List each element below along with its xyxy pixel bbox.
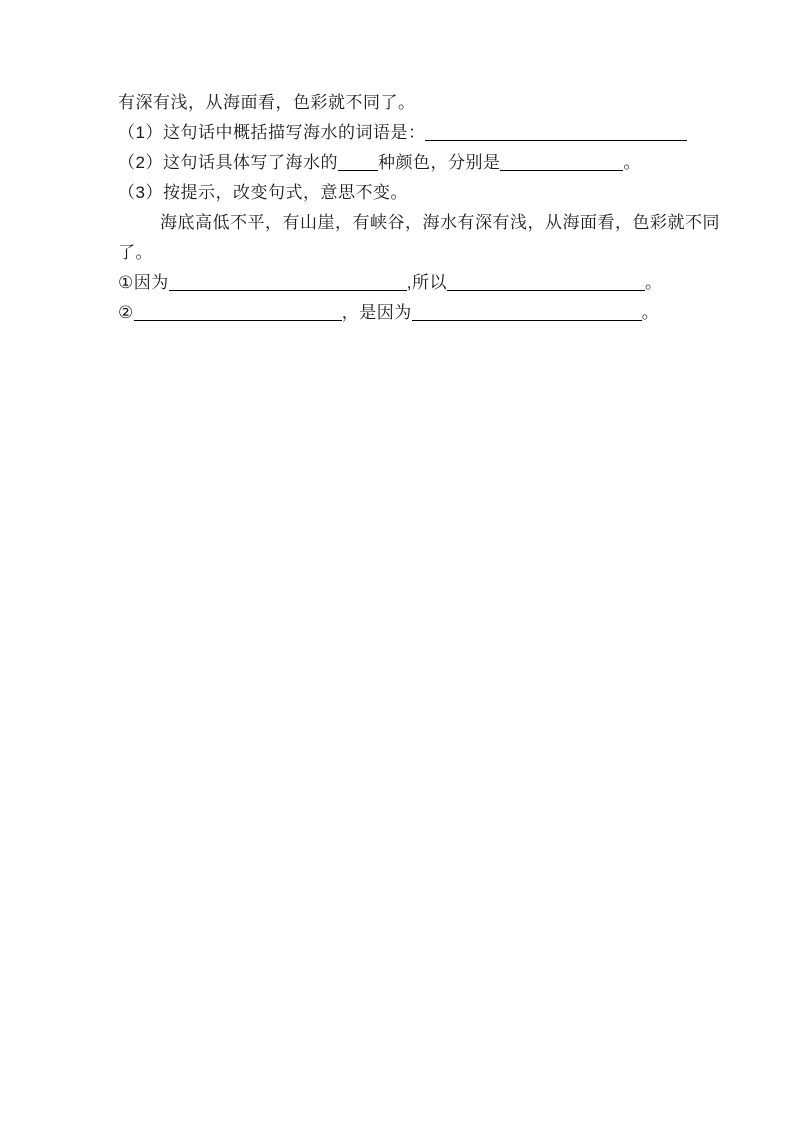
answer-blank-r1-effect [447,272,645,291]
question-2-text-before: 这句话具体写了海水的 [162,153,338,172]
answer-blank-q1 [425,122,687,141]
rewrite-line-2 [118,298,675,328]
rewrite-2-period: 。 [641,303,660,322]
question-2-period: 。 [623,153,641,172]
question-1-label: （1） [118,123,163,142]
question-3-label: （3） [118,183,163,202]
question-3 [118,178,675,208]
rewrite-1-period: 。 [644,273,663,292]
question-3-text: 按提示，改变句式，意思不变。 [162,183,408,202]
question-1-text: 这句话中概括描写海水的词语是： [162,123,426,142]
rewrite-1-middle: ,所以 [406,273,447,292]
rewrite-2-prefix: ② [118,303,134,322]
question-2 [118,148,675,178]
passage-text-1: 海底高低不平，有山崖，有峡谷，海水有深有浅，从海面看，色彩就不同 [160,213,720,232]
question-2-text-after: 种颜色，分别是 [377,153,501,172]
answer-blank-q2-count [338,152,378,171]
rewrite-1-prefix: ①因为 [118,273,169,292]
passage-line-2 [118,238,675,268]
question-1 [118,118,675,148]
intro-line [118,88,675,118]
answer-blank-r1-cause [169,272,407,291]
passage-text-2: 了。 [118,243,153,262]
intro-text: 有深有浅，从海面看，色彩就不同了。 [118,93,416,112]
answer-blank-q2-colors [500,152,623,171]
question-2-label: （2） [118,153,163,172]
rewrite-2-middle: ，是因为 [341,303,412,322]
answer-blank-r2-cause [412,302,642,321]
rewrite-line-1 [118,268,675,298]
worksheet-content [118,88,720,328]
answer-blank-r2-effect [134,302,342,321]
passage-line-1 [118,208,720,238]
